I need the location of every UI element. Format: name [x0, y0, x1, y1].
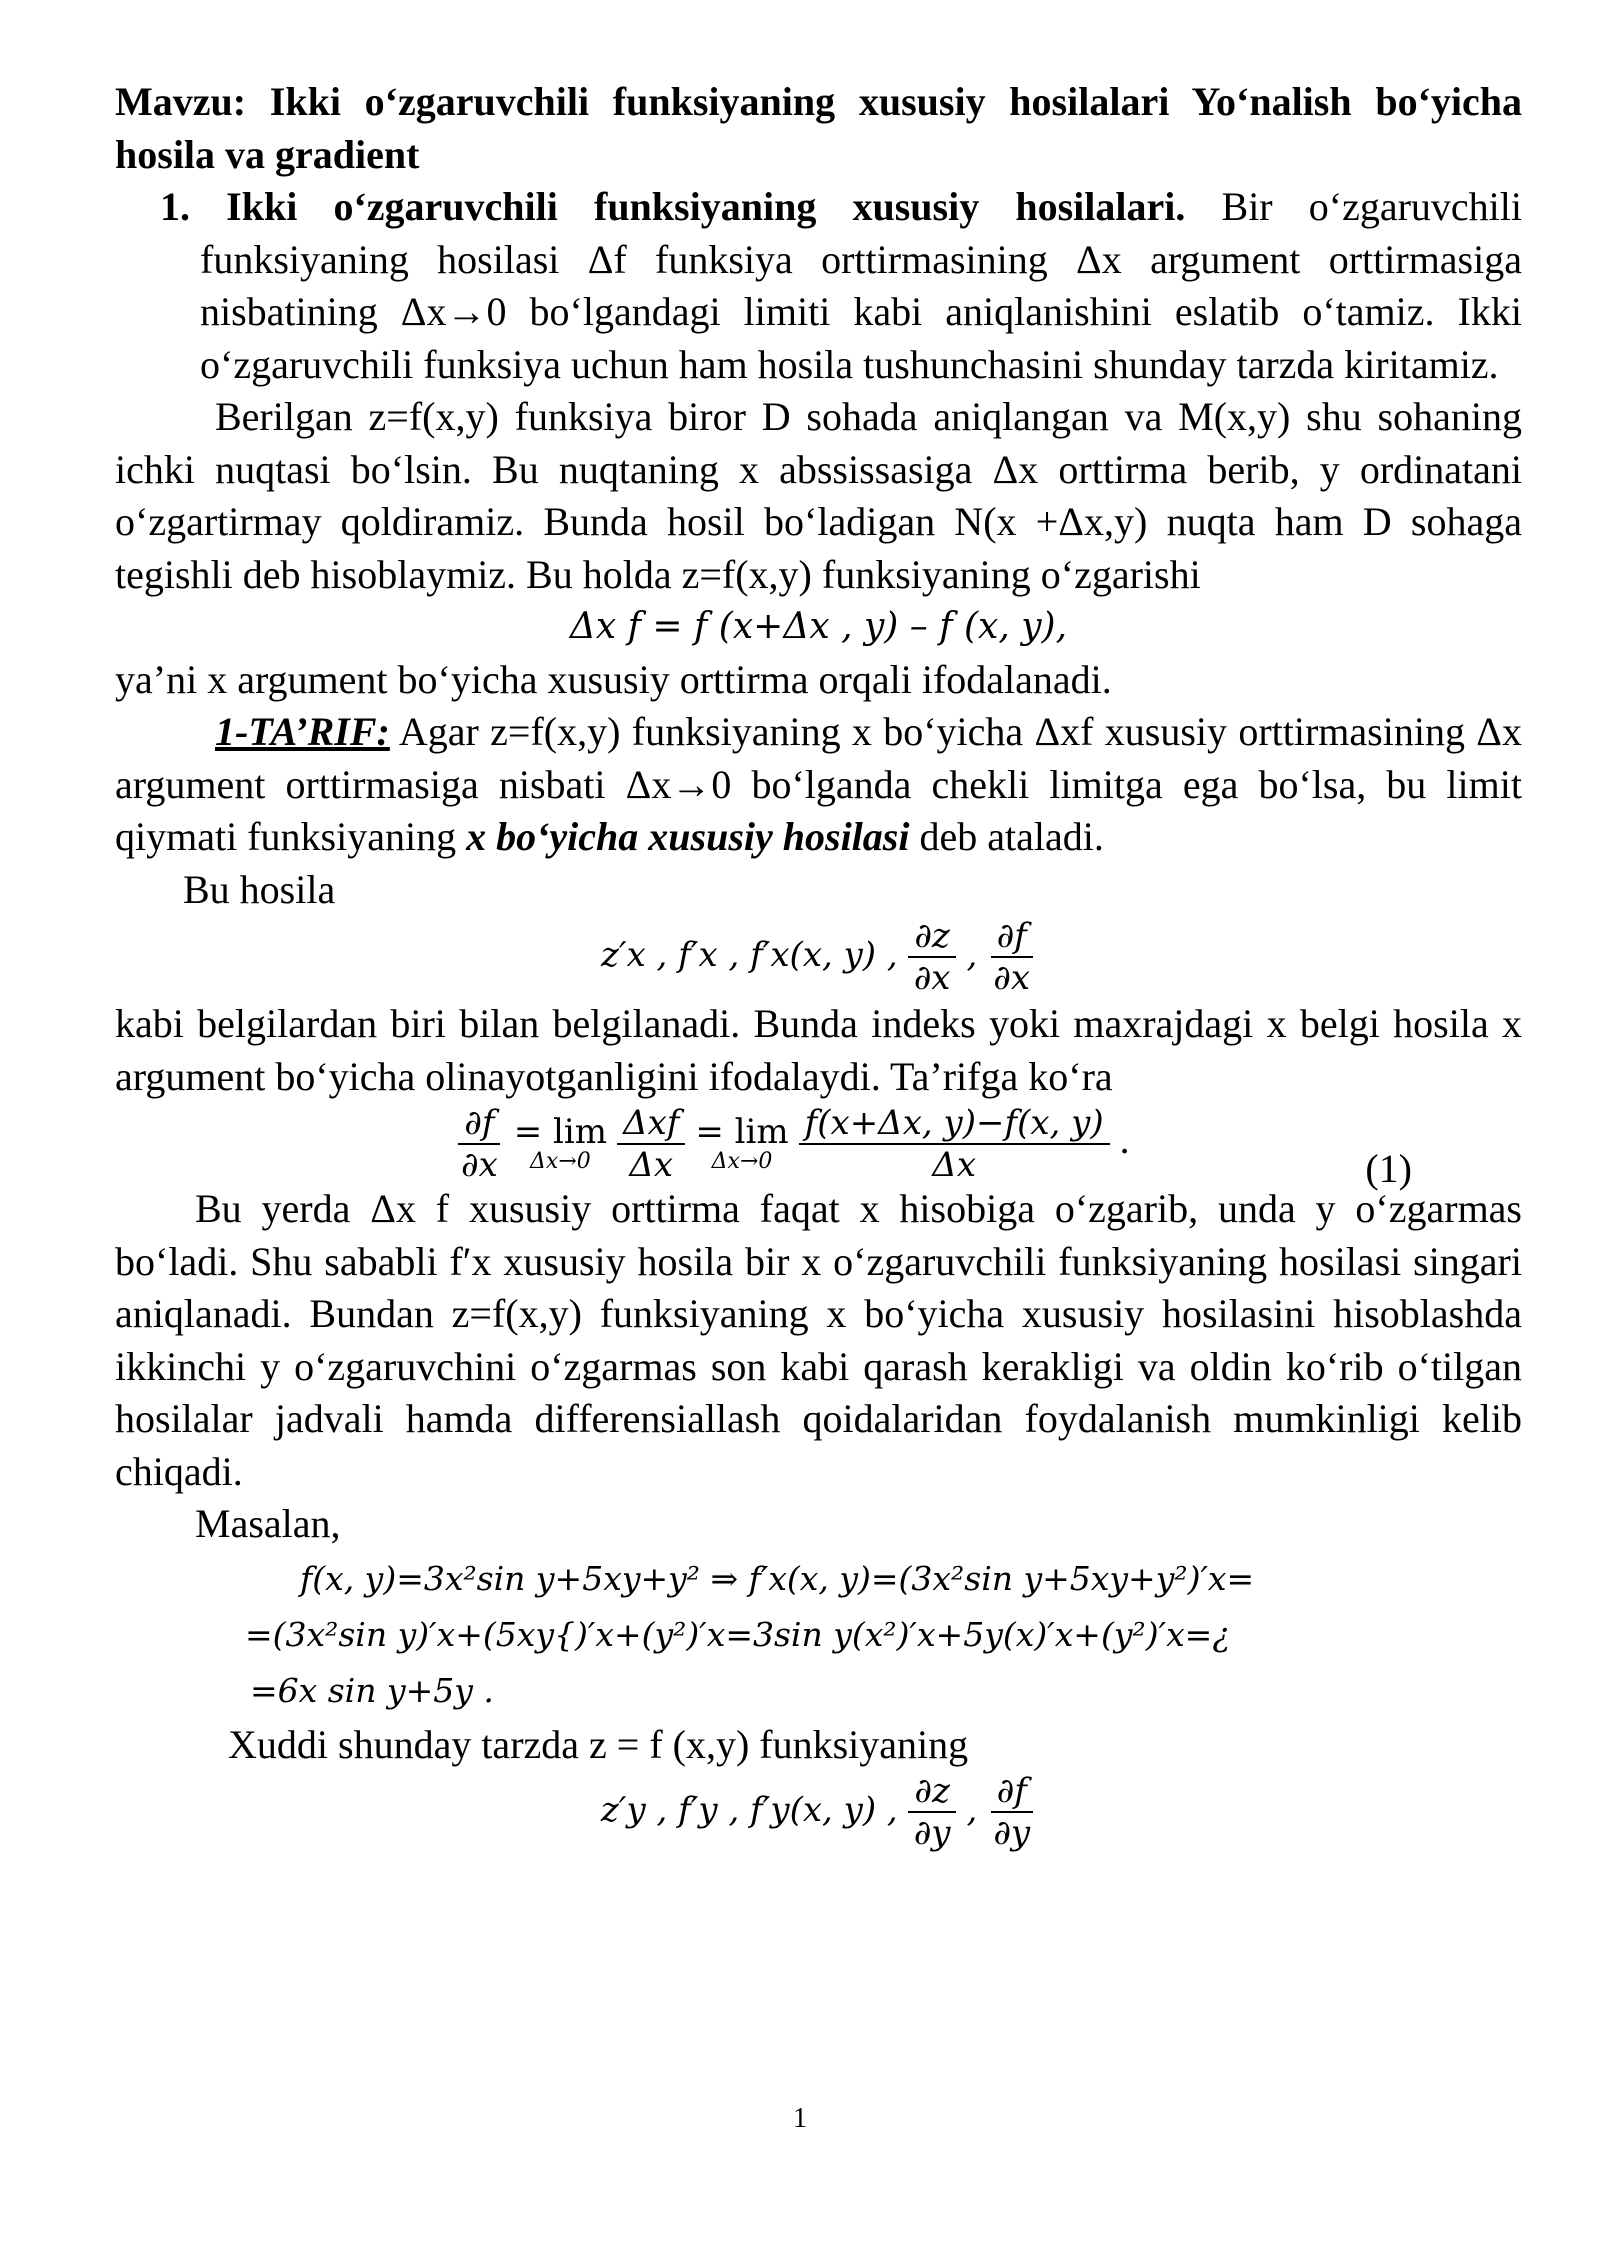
- definition-end: deb ataladi.: [909, 814, 1104, 859]
- notation-x-line: z′x , f′x , f′x(x, y) , $\frac{\partial z}{\partial x}$ , $\frac{\partial f}{\partial x}$: [115, 916, 1522, 998]
- bu-hosila-line: Bu hosila: [183, 866, 336, 912]
- paragraph-3: ya’ni x argument bo‘yicha xususiy orttirma orqali ifodalanadi.: [115, 656, 1112, 702]
- section-heading: 1. Ikki o‘zgaruvchili funksiyaning xususiy hosilalari.: [160, 184, 1186, 229]
- definition-text: Agar z=f(x,y) funksiyaning x bo‘yicha Δxf xususiy orttirmasining Δx argument orttirmasiga nisbati Δx→0 bo‘lganda chekli limitga ega bo‘lsa, bu limit qiymati funksiyaning: [115, 709, 1522, 859]
- definition-paragraph: [115, 706, 1522, 864]
- paragraph-6: Xuddi shunday tarzda z = f (x,y) funksiyaning: [228, 1721, 969, 1767]
- formula-frac-increment: $\frac{\text{Δxf}}{\Delta x}$: [617, 1103, 685, 1185]
- example-line-3: =6x sin y+5y .: [250, 1670, 494, 1710]
- partial-derivative-formula: $\frac{\partial f}{\partial x}$ = lim Δx→0 $\frac{\text{Δxf}}{\Delta x}$ = lim Δx→0 $\frac{f(x+\Delta x, y)-f(x, y)}{\Delta x}$ . (1): [115, 1103, 1522, 1183]
- formula-frac-df-dx: $\frac{\partial f}{\partial x}$: [455, 1103, 504, 1185]
- page-title: Mavzu: Ikki o‘zgaruvchili funksiyaning xususiy hosilalari Yo‘nalish bo‘yicha hosila va gradient: [115, 79, 1522, 177]
- document-page: [115, 76, 1522, 1853]
- section-paragraph: [115, 181, 1522, 391]
- notation-x-frac-2: $\frac{\partial f}{\partial x}$: [987, 916, 1036, 998]
- example-line-1: f(x, y)=3x²sin y+5xy+y² ⇒ f′x(x, y)=(3x²sin y+5xy+y²)′x=: [300, 1558, 1255, 1598]
- notation-x-frac-1: $\frac{\partial z}{\partial x}$: [908, 916, 957, 998]
- formula-lim-1: = lim Δx→0: [513, 1112, 608, 1174]
- masalan-line: Masalan,: [195, 1501, 341, 1546]
- paragraph-2: Berilgan z=f(x,y) funksiya biror D sohada aniqlangan va M(x,y) shu sohaning ichki nuqtasi bo‘lsin. Bu nuqtaning x abssissasiga Δx orttirma berib, y ordinatani o‘zgartirmay qoldiramiz. Bunda hosil bo‘ladigan N(x +Δx,y) nuqta ham D sohaga tegishli deb hisoblaymiz. Bu holda z=f(x,y) funksiyaning o‘zgarishi: [115, 394, 1522, 597]
- notation-y-line: z′y , f′y , f′y(x, y) , $\frac{\partial z}{\partial y}$ , $\frac{\partial f}{\partial y}$: [115, 1771, 1522, 1853]
- page-number: 1: [793, 2103, 807, 2134]
- definition-label: 1-TA’RIF:: [215, 709, 390, 754]
- equation-number: (1): [1365, 1146, 1412, 1191]
- example-line-2: =(3x²sin y)′x+(5xy{)′x+(y²)′x=3sin y(x²)′x+5y(x)′x+(y²)′x=¿: [245, 1614, 1231, 1654]
- notation-y-frac-1: $\frac{\partial z}{\partial y}$: [908, 1771, 957, 1853]
- formula-lim-2: = lim Δx→0: [695, 1112, 789, 1174]
- notation-x-text: z′x , f′x , f′x(x, y) ,: [600, 935, 898, 976]
- definition-bold: x bo‘yicha xususiy hosilasi: [466, 814, 910, 859]
- paragraph-4: kabi belgilardan biri bilan belgilanadi. Bunda indeks yoki maxrajdagi x belgi hosila x argument bo‘yicha olinayotganligini ifodalaydi. Ta’rifga ko‘ra: [115, 1001, 1522, 1099]
- notation-y-frac-2: $\frac{\partial f}{\partial y}$: [987, 1771, 1036, 1853]
- section-text: Bir o‘zgaruvchili funksiyaning hosilasi Δf funksiya orttirmasining Δx argument orttirmasiga nisbatining Δx→0 bo‘lgandagi limiti kabi aniqlanishini eslatib o‘tamiz. Ikki o‘zgaruvchili funksiya uchun ham hosila tushunchasini shunday tarzda kiritamiz.: [200, 184, 1523, 387]
- formula-frac-difference: $\frac{f(x+\Delta x, y)-f(x, y)}{\Delta x}$: [799, 1103, 1110, 1185]
- notation-y-text: z′y , f′y , f′y(x, y) ,: [600, 1790, 898, 1831]
- paragraph-5: Bu yerda Δx f xususiy orttirma faqat x hisobiga o‘zgarib, unda y o‘zgarmas bo‘ladi. Shu sababli f′x xususiy hosila bir x o‘zgaruvchili funksiyaning hosilasi singari aniqlanadi. Bundan z=f(x,y) funksiyaning x bo‘yicha xususiy hosilasini hisoblashda ikkinchi y o‘zgaruvchini o‘zgarmas son kabi qarash kerakligi va oldin ko‘rib o‘tilgan hosilalar jadvali hamda differensiallash qoidalaridan foydalanish mumkinligi kelib chiqadi.: [115, 1186, 1522, 1494]
- increment-equation: Δx f = f (x+Δx , y) – f (x, y),: [569, 606, 1068, 647]
